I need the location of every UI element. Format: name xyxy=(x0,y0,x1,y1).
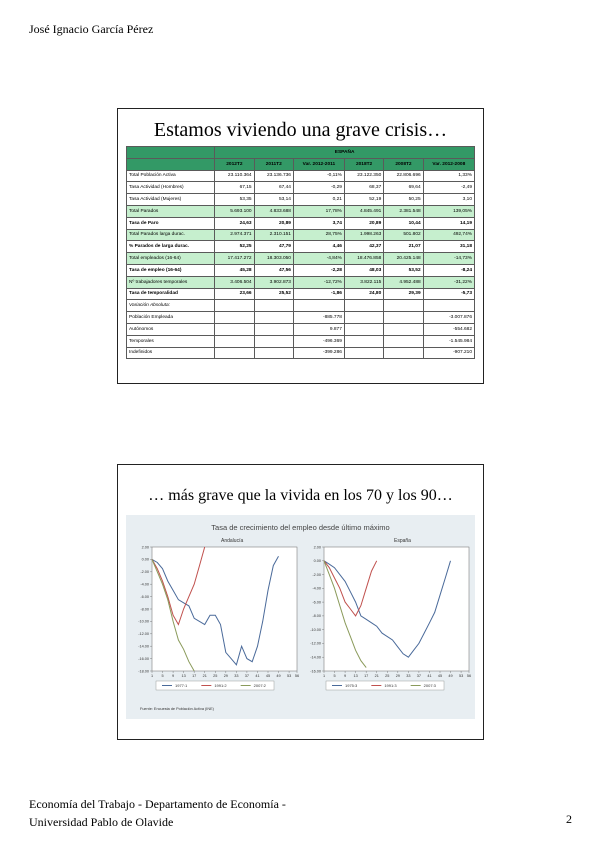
table-cell: Autónomos xyxy=(127,323,215,335)
table-cell: -8,24 xyxy=(423,264,474,276)
table-cell: Temporales xyxy=(127,335,215,347)
table-cell: 67,44 xyxy=(254,182,293,194)
table-cell xyxy=(215,312,254,324)
y-tick-label: -2.00 xyxy=(312,572,321,577)
table-cell: -2,49 xyxy=(423,182,474,194)
employment-table xyxy=(126,146,475,359)
table-cell: 52,19 xyxy=(344,194,383,206)
table-cell: % Parados de larga durac. xyxy=(127,241,215,253)
table-cell: -2,28 xyxy=(293,264,344,276)
table-cell: -0,29 xyxy=(293,182,344,194)
table-cell: 23,66 xyxy=(215,288,254,300)
y-tick-label: -14.00 xyxy=(310,655,321,660)
table-cell xyxy=(384,323,423,335)
x-tick-label: 9 xyxy=(172,674,175,678)
table-cell: 492,74% xyxy=(423,229,474,241)
table-cell: 20,89 xyxy=(344,217,383,229)
table-cell: 68,37 xyxy=(344,182,383,194)
table-cell: 18.476.858 xyxy=(344,253,383,265)
legend-label: 2007:2 xyxy=(253,683,266,688)
table-cell: -1,86 xyxy=(293,288,344,300)
author-header: José Ignacio García Pérez xyxy=(29,22,154,36)
table-cell xyxy=(344,347,383,359)
table-cell: 25,52 xyxy=(254,288,293,300)
chart-svg xyxy=(126,515,475,719)
table-cell xyxy=(423,300,474,312)
x-tick-label: 29 xyxy=(223,674,228,678)
chart-container xyxy=(126,515,475,719)
table-cell: 28,75% xyxy=(293,229,344,241)
table-cell: 53,14 xyxy=(254,194,293,206)
table-cell: 53,35 xyxy=(215,194,254,206)
table-row xyxy=(127,182,475,194)
legend-label: 1991:2 xyxy=(214,683,227,688)
table-cell: ESPAÑA xyxy=(215,147,475,159)
table-cell: 23.136.736 xyxy=(254,170,293,182)
plot-area xyxy=(152,547,297,671)
table-cell: 53,52 xyxy=(384,264,423,276)
table-cell: 1.998.263 xyxy=(344,229,383,241)
page-number: 2 xyxy=(566,812,572,826)
table-cell: 47,56 xyxy=(254,264,293,276)
table-cell xyxy=(127,158,215,170)
table-cell: 0,21 xyxy=(293,194,344,206)
x-tick-label: 33 xyxy=(406,674,411,678)
table-cell xyxy=(215,347,254,359)
table-cell xyxy=(384,312,423,324)
table-cell xyxy=(344,312,383,324)
table-cell xyxy=(254,335,293,347)
y-tick-label: -16.00 xyxy=(310,669,321,674)
table-cell: Tasa Actividad (Mujeres) xyxy=(127,194,215,206)
table-cell xyxy=(344,300,383,312)
x-tick-label: 53 xyxy=(286,674,292,678)
table-cell: -4,84% xyxy=(293,253,344,265)
table-row xyxy=(127,323,475,335)
legend-label: 1977:1 xyxy=(175,683,188,688)
table-cell: -12,72% xyxy=(293,276,344,288)
table-cell: 29,39 xyxy=(384,288,423,300)
table-header-row xyxy=(127,147,475,159)
table-cell: 17.417.272 xyxy=(215,253,254,265)
table-cell: Tasa de empleo (16-64) xyxy=(127,264,215,276)
table-cell: 23.122.350 xyxy=(344,170,383,182)
slide-title: Estamos viviendo una grave crisis… xyxy=(153,119,448,141)
table-cell: Tasa de temporalidad xyxy=(127,288,215,300)
table-cell: -5,73 xyxy=(423,288,474,300)
table-cell: 4.952.488 xyxy=(384,276,423,288)
x-tick-label: 37 xyxy=(244,674,250,678)
y-tick-label: -12.00 xyxy=(138,632,149,637)
y-tick-label: -2.00 xyxy=(140,570,149,575)
table-cell: -399.286 xyxy=(293,347,344,359)
y-tick-label: -4.00 xyxy=(140,582,149,587)
table-cell xyxy=(215,335,254,347)
table-cell: 501.802 xyxy=(384,229,423,241)
table-row xyxy=(127,264,475,276)
table-cell: 2011T2 xyxy=(254,158,293,170)
table-cell: Total Parados xyxy=(127,205,215,217)
table-cell: 22.806.696 xyxy=(384,170,423,182)
y-tick-label: -8.00 xyxy=(140,607,149,612)
table-cell xyxy=(384,347,423,359)
table-cell xyxy=(254,312,293,324)
legend-label: 2007:3 xyxy=(423,683,436,688)
table-cell: 139,05% xyxy=(423,205,474,217)
table-cell: -554.682 xyxy=(423,323,474,335)
table-row xyxy=(127,229,475,241)
table-cell xyxy=(293,300,344,312)
x-tick-label: 29 xyxy=(395,674,400,678)
y-tick-label: 0.00 xyxy=(141,557,149,562)
x-tick-label: 17 xyxy=(192,674,197,678)
table-row xyxy=(127,170,475,182)
x-tick-label: 13 xyxy=(181,674,186,678)
table-cell: 21,07 xyxy=(384,241,423,253)
table-cell: Variación Absoluta: xyxy=(127,300,215,312)
table-cell: 50,25 xyxy=(384,194,423,206)
table-cell: 4,46 xyxy=(293,241,344,253)
table-cell: 42,37 xyxy=(344,241,383,253)
y-tick-label: -6.00 xyxy=(312,600,321,605)
table-cell: Tasa de Paro xyxy=(127,217,215,229)
x-tick-label: 49 xyxy=(448,674,453,678)
table-cell: 3.406.504 xyxy=(215,276,254,288)
table-row xyxy=(127,288,475,300)
table-row xyxy=(127,300,475,312)
table-cell: 18.303.050 xyxy=(254,253,293,265)
slide-title: … más grave que la vivida en los 70 y los 90… xyxy=(148,487,453,504)
table-cell: 3,10 xyxy=(423,194,474,206)
table-row xyxy=(127,335,475,347)
table-cell: 9.877 xyxy=(293,323,344,335)
table-cell: 3,74 xyxy=(293,217,344,229)
table-header-row xyxy=(127,158,475,170)
table-cell: 3.902.873 xyxy=(254,276,293,288)
y-tick-label: -14.00 xyxy=(138,644,149,649)
table-cell: 47,79 xyxy=(254,241,293,253)
table-cell: -496.369 xyxy=(293,335,344,347)
table-cell: 2.381.548 xyxy=(384,205,423,217)
table-cell: -31,22% xyxy=(423,276,474,288)
x-tick-label: 56 xyxy=(466,674,472,678)
table-cell xyxy=(384,335,423,347)
x-tick-label: 37 xyxy=(416,674,422,678)
table-cell xyxy=(254,300,293,312)
table-cell: Tasa Actividad (Hombres) xyxy=(127,182,215,194)
table-cell xyxy=(344,335,383,347)
table-cell: 1,33% xyxy=(423,170,474,182)
table-row xyxy=(127,347,475,359)
table-cell: 4.833.688 xyxy=(254,205,293,217)
y-tick-label: -8.00 xyxy=(312,614,321,619)
table-row xyxy=(127,205,475,217)
y-tick-label: -10.00 xyxy=(138,619,149,624)
table-cell: 2008T2 xyxy=(384,158,423,170)
table-cell: -1.545.984 xyxy=(423,335,474,347)
table-cell: 48,03 xyxy=(344,264,383,276)
x-tick-label: 33 xyxy=(234,674,239,678)
table-cell: Var. 2012-2011 xyxy=(293,158,344,170)
table-row xyxy=(127,217,475,229)
footer xyxy=(29,795,286,831)
table-cell: 2012T2 xyxy=(215,158,254,170)
panel-title-espana: España xyxy=(394,538,411,544)
table-cell: 3.822.115 xyxy=(344,276,383,288)
x-tick-label: 17 xyxy=(364,674,369,678)
x-tick-label: 21 xyxy=(374,674,379,678)
y-tick-label: 0.00 xyxy=(313,559,321,564)
table-cell: 52,25 xyxy=(215,241,254,253)
x-tick-label: 9 xyxy=(344,674,347,678)
table-cell: Var. 2012-2008 xyxy=(423,158,474,170)
table-cell xyxy=(215,300,254,312)
table-cell: 31,18 xyxy=(423,241,474,253)
table-cell: Total Parados larga durac. xyxy=(127,229,215,241)
legend-label: 1991:3 xyxy=(384,683,397,688)
table-cell xyxy=(384,300,423,312)
y-tick-label: -6.00 xyxy=(140,594,149,599)
y-tick-label: -10.00 xyxy=(310,627,321,632)
x-tick-label: 25 xyxy=(385,674,390,678)
table-cell: 5.693.100 xyxy=(215,205,254,217)
table-cell: 2.974.371 xyxy=(215,229,254,241)
table-cell: 67,15 xyxy=(215,182,254,194)
legend-label: 1975:3 xyxy=(345,683,358,688)
table-cell xyxy=(215,323,254,335)
x-tick-label: 41 xyxy=(255,674,260,678)
y-tick-label: -12.00 xyxy=(310,641,321,646)
y-tick-label: 2.00 xyxy=(313,545,321,550)
table-cell: -3.007.876 xyxy=(423,312,474,324)
x-tick-label: 21 xyxy=(202,674,207,678)
table-row xyxy=(127,312,475,324)
x-tick-label: 49 xyxy=(276,674,281,678)
table-cell: 14,19 xyxy=(423,217,474,229)
y-tick-label: -18.00 xyxy=(138,669,149,674)
table-cell: 10,44 xyxy=(384,217,423,229)
x-tick-label: 5 xyxy=(161,674,164,678)
table-cell: 17,78% xyxy=(293,205,344,217)
table-cell xyxy=(127,147,215,159)
table-cell: 20,89 xyxy=(254,217,293,229)
table-cell: Población Empleada xyxy=(127,312,215,324)
x-tick-label: 1 xyxy=(322,674,326,678)
table-cell xyxy=(254,347,293,359)
x-tick-label: 5 xyxy=(333,674,336,678)
chart-title: Tasa de crecimiento del empleo desde último máximo xyxy=(211,523,390,532)
footer-line-1: Economía del Trabajo - Departamento de Economía - xyxy=(29,797,286,811)
table-row xyxy=(127,253,475,265)
table-cell: 45,28 xyxy=(215,264,254,276)
table-cell: -0,11% xyxy=(293,170,344,182)
table-cell: Total empleados (16-64) xyxy=(127,253,215,265)
x-tick-label: 41 xyxy=(427,674,432,678)
table-cell: Total Población Activa xyxy=(127,170,215,182)
x-tick-label: 56 xyxy=(294,674,300,678)
x-tick-label: 25 xyxy=(213,674,218,678)
table-cell: Nº trabajadores temporales xyxy=(127,276,215,288)
table-cell xyxy=(344,323,383,335)
footer-line-2: Universidad Pablo de Olavide xyxy=(29,815,174,829)
panel-title-andalucia: Andalucía xyxy=(221,538,244,544)
table-row xyxy=(127,241,475,253)
table-cell: 2.310.151 xyxy=(254,229,293,241)
y-tick-label: 2.00 xyxy=(141,545,149,550)
table-cell: 24,63 xyxy=(215,217,254,229)
x-tick-label: 13 xyxy=(353,674,358,678)
table-cell: Indefinidos xyxy=(127,347,215,359)
x-tick-label: 1 xyxy=(150,674,154,678)
x-tick-label: 45 xyxy=(265,674,271,678)
table-cell: -14,73% xyxy=(423,253,474,265)
slide-crisis-table xyxy=(117,108,484,384)
y-tick-label: -4.00 xyxy=(312,586,321,591)
y-tick-label: -16.00 xyxy=(138,656,149,661)
table-cell: 20.425.148 xyxy=(384,253,423,265)
plot-area xyxy=(324,547,469,671)
table-cell: -885.778 xyxy=(293,312,344,324)
table-cell: 69,64 xyxy=(384,182,423,194)
table-cell: 2018T2 xyxy=(344,158,383,170)
table-cell: 23.110.364 xyxy=(215,170,254,182)
x-tick-label: 53 xyxy=(458,674,464,678)
slide-employment-chart xyxy=(117,464,484,740)
chart-source: Fuente: Encuesta de Población Activa (INE) xyxy=(140,707,214,711)
table-row xyxy=(127,276,475,288)
table-cell: 4.845.491 xyxy=(344,205,383,217)
table-cell xyxy=(254,323,293,335)
x-tick-label: 45 xyxy=(437,674,443,678)
table-cell: -907.210 xyxy=(423,347,474,359)
table-row xyxy=(127,194,475,206)
table-cell: 24,80 xyxy=(344,288,383,300)
